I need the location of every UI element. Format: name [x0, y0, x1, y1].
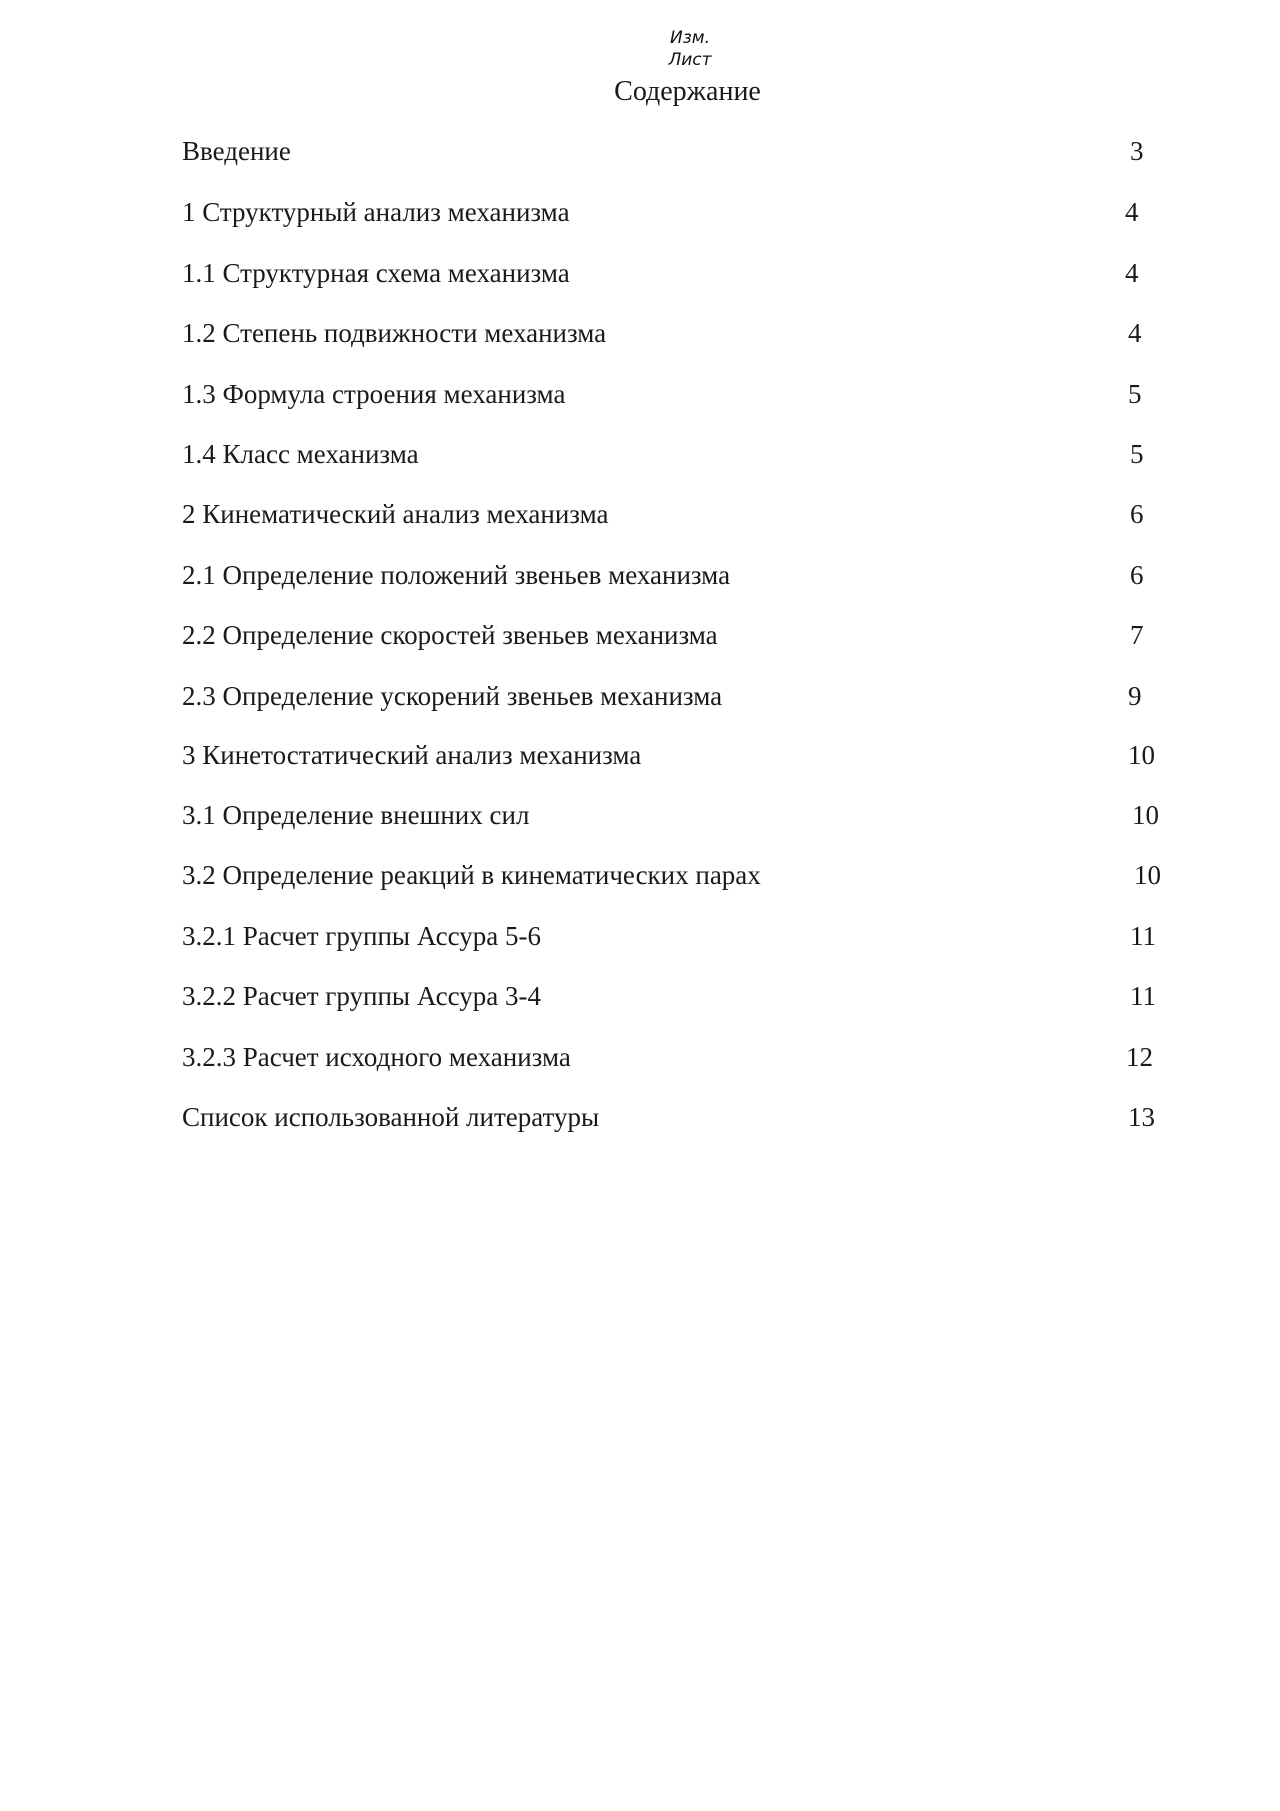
toc-entry-label: 1.1 Структурная схема механизма	[182, 258, 570, 288]
toc-entry	[182, 377, 1162, 411]
toc-entry-page: 11	[1130, 981, 1156, 1011]
toc-entry-page: 7	[1130, 620, 1144, 650]
toc-entry	[182, 798, 1162, 832]
toc-entry	[182, 134, 1162, 168]
toc-entry	[182, 738, 1162, 772]
stamp-sheet-label: Лист	[668, 50, 712, 70]
toc-entry-page: 4	[1128, 318, 1142, 348]
toc-entry	[182, 858, 1162, 892]
toc-entry	[182, 618, 1162, 652]
toc-entry	[182, 919, 1162, 953]
toc-entry-label: 2 Кинематический анализ механизма	[182, 499, 609, 529]
toc-entry-page: 5	[1128, 379, 1142, 409]
toc-entry	[182, 1100, 1162, 1134]
toc-entry-label: 3.2.3 Расчет исходного механизма	[182, 1042, 571, 1072]
toc-entry-label: 1.3 Формула строения механизма	[182, 379, 566, 409]
toc-entry-label: 2.3 Определение ускорений звеньев механизма	[182, 681, 723, 711]
toc-entry-page: 4	[1125, 197, 1139, 227]
toc-entry-label: 1.2 Степень подвижности механизма	[182, 318, 607, 348]
toc-entry-page: 10	[1128, 740, 1155, 770]
toc-entry	[182, 558, 1162, 592]
toc-entry	[182, 256, 1162, 290]
toc-entry-label: Список использованной литературы	[182, 1102, 600, 1132]
toc-entry-page: 9	[1128, 681, 1142, 711]
page-title: Содержание	[614, 76, 761, 107]
toc-entry	[182, 979, 1162, 1013]
toc-entry-page: 13	[1128, 1102, 1155, 1132]
toc-entry-label: 3.2 Определение реакций в кинематических парах	[182, 860, 761, 890]
toc-entry-page: 6	[1130, 499, 1144, 529]
toc-entry-label: Введение	[182, 136, 291, 166]
toc-entry-page: 6	[1130, 560, 1144, 590]
toc-entry-label: 3.1 Определение внешних сил	[182, 800, 530, 830]
toc-entry	[182, 316, 1162, 350]
toc-entry-label: 3.2.1 Расчет группы Ассура 5-6	[182, 921, 541, 951]
toc-entry-page: 4	[1125, 258, 1139, 288]
toc-entry	[182, 437, 1162, 471]
toc-entry	[182, 679, 1162, 713]
toc-entry-label: 3 Кинетостатический анализ механизма	[182, 740, 642, 770]
toc-entry-label: 2.2 Определение скоростей звеньев механизма	[182, 620, 718, 650]
toc-entry-page: 12	[1126, 1042, 1153, 1072]
toc-entry-page: 5	[1130, 439, 1144, 469]
toc-entry	[182, 1040, 1162, 1074]
toc-entry-page: 10	[1132, 800, 1159, 830]
toc-entry-label: 2.1 Определение положений звеньев механизма	[182, 560, 731, 590]
toc-entry-page: 10	[1134, 860, 1161, 890]
toc-entry	[182, 497, 1162, 531]
toc-entry-label: 1.4 Класс механизма	[182, 439, 419, 469]
stamp-change-label: Изм.	[670, 28, 710, 48]
toc-entry-page: 11	[1130, 921, 1156, 951]
toc-entry	[182, 195, 1162, 229]
toc-entry-page: 3	[1130, 136, 1144, 166]
toc-entry-label: 3.2.2 Расчет группы Ассура 3-4	[182, 981, 541, 1011]
toc-entry-label: 1 Структурный анализ механизма	[182, 197, 570, 227]
